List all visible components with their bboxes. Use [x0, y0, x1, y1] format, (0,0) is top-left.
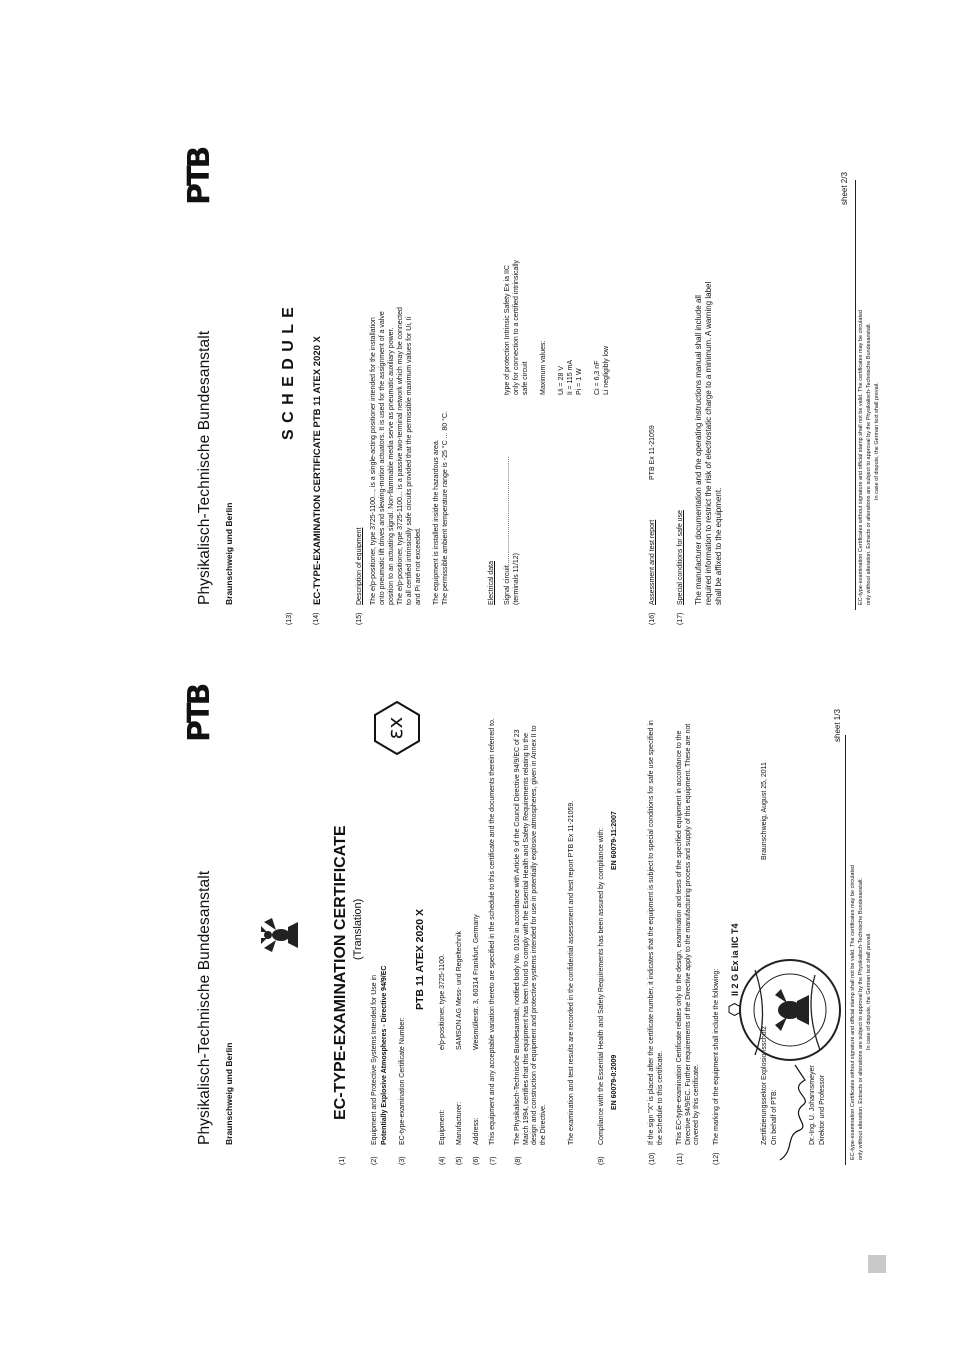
- max-value-ui: Ui = 28 V: [558, 366, 565, 395]
- item-11-text: This EC-type-examination Certificate relates only to the design, examination and tests of the specified equipment in accordance to the Directive 94/9/EC. Further requirements of the Directive apply to the manufacturing process and supply of this equipment. These are not covered by this certificate.: [676, 723, 701, 1145]
- footer2-line-2: only without alteration. Extracts or alterations are subject to approval by the Physikalisch-Technische Bundesanstalt.: [866, 322, 872, 605]
- item-14-number: (14): [313, 612, 320, 625]
- schedule-title: S C H E D U L E: [280, 306, 297, 440]
- item-8-report-text: The examination and test results are recorded in the confidential assessment and test report PTB Ex 11-21059.: [568, 800, 575, 1145]
- assessment-heading: Assessment and test report: [649, 519, 656, 605]
- equipment-value: e/p-positioner, type 3725-1100.: [439, 954, 446, 1050]
- item-13-number: (13): [286, 612, 293, 625]
- item-12-text: The marking of the equipment shall include the following:: [713, 968, 720, 1145]
- max-value-pi: Pi = 1 W: [576, 368, 583, 395]
- institute-city: Braunschweig und Berlin: [224, 1042, 234, 1145]
- item-6-number: (6): [473, 1156, 480, 1165]
- item-9-number: (9): [598, 1156, 605, 1165]
- desc-line-4: The e/p-positioner, type 3725-1100... is a passive two-terminal network which may be connected: [397, 307, 404, 605]
- issue-date: Braunschweig, August 25, 2011: [761, 762, 768, 860]
- max-value-ii: Ii = 115 mA: [567, 359, 574, 395]
- footer2-line-1: EC-type-examination Certificates without signature and official stamp shall not be valid. The certificates may be circulated: [858, 309, 864, 605]
- item-7-text: This equipment and any acceptable variation thereto are specified in the schedule to this certificate and the documents therein referred to.: [489, 718, 496, 1145]
- signer-role: Direktor und Professor: [819, 1074, 826, 1145]
- cap-value-li: Li negligibly low: [603, 345, 610, 395]
- sheet-number-2: sheet 2/3: [840, 172, 849, 205]
- description-heading: Description of equipment: [356, 527, 363, 605]
- item-5-number: (5): [456, 1156, 463, 1165]
- item-16-number: (16): [649, 612, 656, 625]
- cap-value-ci: Ci = 6,3 nF: [594, 360, 601, 395]
- item-1-number: (1): [339, 1156, 346, 1165]
- footer-line-1: EC-type-examination Certificates without signature and official stamp shall not be valid. The certificates may be circulated: [850, 864, 856, 1160]
- protection-line-2: only for connection to a certified intrinsically: [513, 259, 520, 395]
- schedule-certificate-title: EC-TYPE-EXAMINATION CERTIFICATE PTB 11 ATEX 2020 X: [312, 336, 323, 605]
- item-2-text-2: Potentially Explosive Atmospheres - Directive 94/9/EC: [381, 965, 388, 1145]
- item-7-number: (7): [490, 1156, 497, 1165]
- institute-title-2: Physikalisch-Technische Bundesanstalt: [196, 330, 213, 605]
- standard-2: EN 60079-11:2007: [611, 811, 618, 870]
- standard-1: EN 60079-0:2009: [611, 1054, 618, 1110]
- institute-title: Physikalisch-Technische Bundesanstalt: [196, 870, 213, 1145]
- terminals-label: (terminals 11/12): [513, 552, 520, 605]
- item-12-number: (12): [713, 1152, 720, 1165]
- ptb-logo-2: PTB: [182, 148, 217, 205]
- footer-rule-2: [855, 180, 856, 610]
- item-3-text: EC-type-examination Certificate Number:: [399, 1017, 406, 1145]
- item-4-number: (4): [439, 1156, 446, 1165]
- desc-line-1: The e/p-positioner, type 3725-1100..., is a single-acting positioner intended for the installation: [370, 317, 377, 605]
- equipment-label: Equipment:: [439, 1109, 446, 1145]
- signer-name: Dr.-Ing. U. Johannsmeyer: [809, 1065, 816, 1145]
- footer-line-3: In case of dispute, the German text shall prevail.: [866, 932, 872, 1050]
- certificate-number: PTB 11 ATEX 2020 X: [414, 909, 426, 1010]
- item-15-number: (15): [356, 612, 363, 625]
- item-11-number: (11): [677, 1153, 684, 1165]
- on-behalf-label: On behalf of PTB:: [771, 1089, 778, 1145]
- certificate-title: EC-TYPE-EXAMINATION CERTIFICATE: [332, 825, 349, 1120]
- special-line-2: required information to restrict the risk of electrostatic charge to a minimum. A warning label: [704, 281, 713, 605]
- item-2-number: (2): [371, 1156, 378, 1165]
- special-line-3: shall be affixed to the equipment.: [714, 487, 723, 605]
- protection-line-1: type of protection Intrinsic Safety Ex ia IIC: [504, 265, 511, 395]
- footer-line-2: only without alteration. Extracts or alterations are subject to approval by the Physikalisch-Technische Bundesanstalt.: [858, 877, 864, 1160]
- desc-line-2: onto pneumatic lift drives and slewing-motion actuators. It is used for the assignment of a valve: [379, 311, 386, 605]
- address-value: Weismüllerstr. 3, 60314 Frankfurt, Germany: [473, 914, 480, 1050]
- translation-label: (Translation): [352, 898, 364, 960]
- protection-line-4: Maximum values:: [540, 340, 547, 395]
- signature-icon: [775, 1060, 815, 1170]
- desc-line-6: and Pi are not exceeded.: [415, 527, 422, 605]
- footer2-line-3: In case of dispute, the German text shall prevail.: [874, 382, 880, 500]
- certification-sector: Zertifizierungssektor Explosionsschutz: [761, 1025, 768, 1145]
- item-17-number: (17): [677, 612, 684, 625]
- item-3-number: (3): [399, 1156, 406, 1165]
- svg-text:εx: εx: [383, 716, 407, 740]
- desc-line-3: position to an actuating signal. Non-flammable media serve as pneumatic auxiliary power.: [388, 327, 395, 605]
- manufacturer-label: Manufacturer:: [456, 1101, 463, 1145]
- item-2-text: Equipment and Protective Systems Intended for Use in: [371, 974, 378, 1145]
- official-stamp-icon: [735, 955, 845, 1065]
- equipment-marking: II 2 G Ex ia IIC T4: [730, 923, 740, 996]
- sheet-number-1: sheet 1/3: [833, 709, 842, 742]
- footer-rule: [845, 735, 846, 1165]
- desc-line-8: The permissible ambient temperature range is -25 °C ... 80 °C.: [442, 411, 449, 605]
- item-8-text: The Physikalisch-Technische Bundesanstalt, notified body No. 0102 in accordance with Article 9 of the Council Directive 94/9/EC of 23 March 1994, certifies that this equipment has been found to comply with the Essential Health and Safety Requirements relating to the design and construction of equipment and protective systems intended for use in potentially explosive atmospheres, given in Annex II to the Directive.: [514, 725, 547, 1145]
- item-9-text: Compliance with the Essential Health and Safety Requirements has been assured by compliance with:: [598, 827, 605, 1145]
- protection-line-3: safe circuit: [522, 361, 529, 395]
- assessment-value: PTB Ex 11-21059: [649, 425, 656, 480]
- ptb-logo: PTB: [182, 685, 217, 742]
- item-8-number: (8): [515, 1156, 522, 1165]
- electrical-data-heading: Electrical data: [488, 561, 495, 605]
- special-conditions-heading: Special conditions for safe use: [677, 510, 684, 605]
- ex-hexagon-icon: [372, 700, 422, 756]
- item-10-text: If the sign "X" is placed after the certificate number, it indicates that the equipment is subject to special conditions for safe use specified in the schedule to this certificate.: [648, 720, 664, 1145]
- desc-line-7: The equipment is installed inside the hazardous area.: [433, 439, 440, 605]
- address-label: Address:: [473, 1117, 480, 1145]
- manufacturer-value: SAMSON AG Mess- und Regeltechnik: [456, 930, 463, 1050]
- page-corner-marker: [868, 1255, 886, 1273]
- institute-city-2: Braunschweig und Berlin: [224, 502, 234, 605]
- eagle-emblem-icon: [258, 912, 304, 958]
- special-line-1: The manufacturer documentation and the operating instructions manual shall include all: [694, 295, 703, 605]
- item-10-number: (10): [649, 1152, 656, 1165]
- signal-circuit-label: Signal circuit........................................................: [504, 456, 511, 605]
- desc-line-5: to all certified intrinsically safe circuits provided that the permissible maximum values for Ui, Ii: [406, 316, 413, 605]
